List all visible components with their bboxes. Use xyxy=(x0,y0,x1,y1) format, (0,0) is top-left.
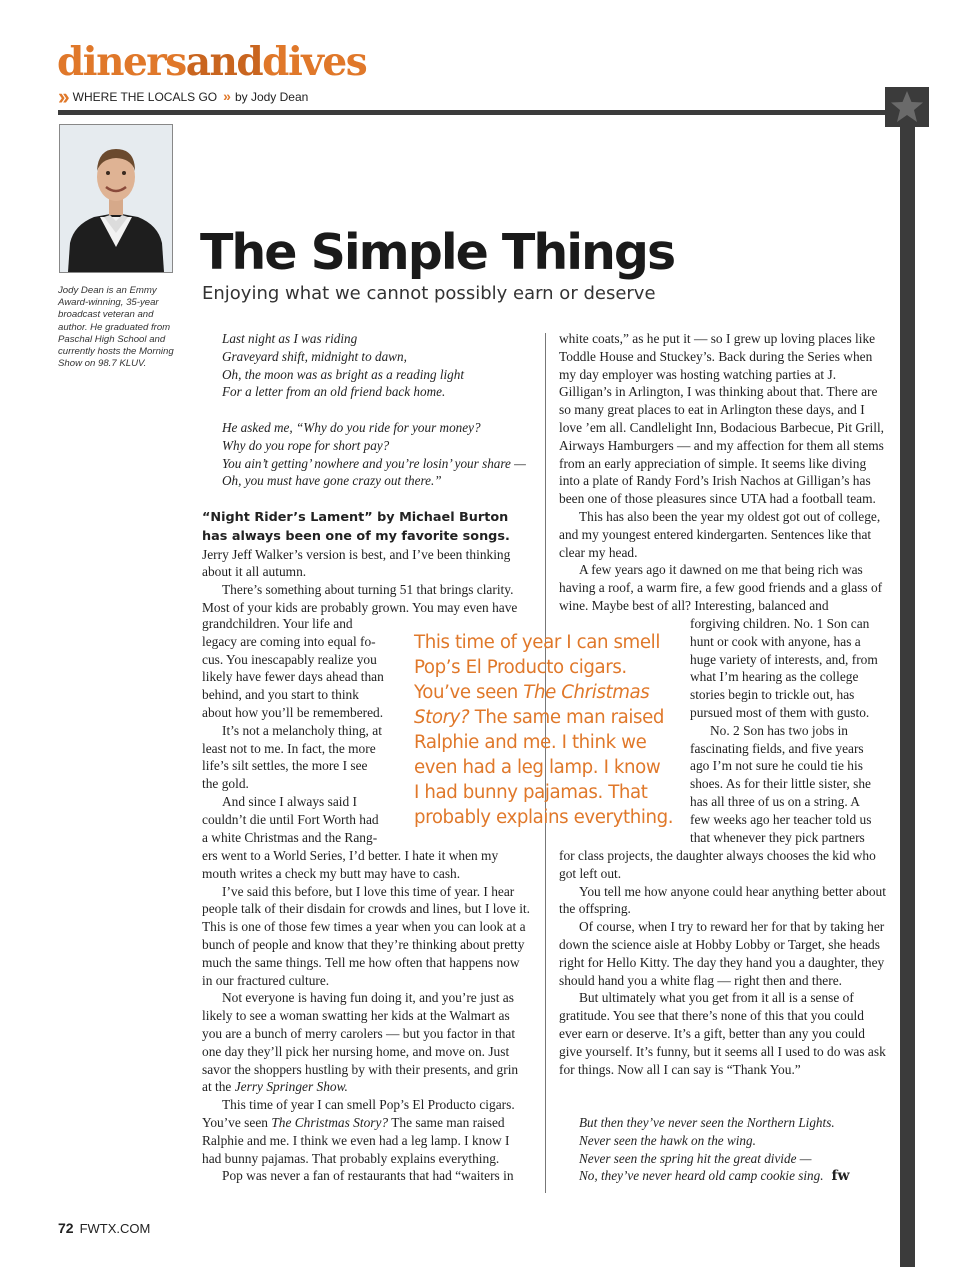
lead-rest: Jerry Jeff Walker’s version is best, and I’ve been thinking about it all autumn. xyxy=(202,546,511,580)
verse-line: You ain’t getting’ nowhere and you’re losin’ your share — xyxy=(222,455,526,471)
body-line: few weeks ago her teacher told us xyxy=(690,811,872,827)
site-name: FWTX.COM xyxy=(79,1221,151,1236)
body-paragraph: You tell me how anyone could hear anything better about the offspring. xyxy=(559,883,886,917)
body-text: Not everyone is having fun doing it, and you’re just as likely to see a woman swatting her kids at the Walmart as you are a bunch of merry carolers — but you factor in that one day they’ll pick her nursing home, and move on. Just savor the shoppers hustling by with their presents, and grin at the xyxy=(202,990,519,1095)
body-line: legacy are coming into equal fo- xyxy=(202,633,376,649)
body-italic: Jerry Springer Show. xyxy=(234,1079,348,1095)
body-line: about how you’ll be remembered. xyxy=(202,704,384,720)
body-paragraph: A few years ago it dawned on me that being rich was having a roof, a warm fire, a few good friends and a glass of wine. Maybe best of all? Interesting, balanced and xyxy=(559,562,883,613)
verse-line: Never seen the hawk on the wing. xyxy=(579,1132,756,1148)
pull-quote-line: probably explains everything. xyxy=(414,807,674,828)
body-line: behind, and you start to think xyxy=(202,687,359,703)
verse-line: Last night as I was riding xyxy=(222,331,358,346)
verse-line: Why do you rope for short pay? xyxy=(222,437,390,453)
pull-quote-line: even had a leg lamp. I know xyxy=(414,757,661,778)
body-line: what I’m hearing as the college xyxy=(690,669,859,685)
pull-quote-line: I had bunny pajamas. That xyxy=(414,782,648,803)
body-line: that whenever they pick partners xyxy=(690,829,865,845)
body-paragraph: Pop was never a fan of restaurants that had “waiters in xyxy=(222,1168,514,1184)
body-line: huge variety of interests, and, from xyxy=(690,651,878,667)
verse-line: Oh, you must have gone crazy out there.” xyxy=(222,473,442,489)
verse-line: But then they’ve never seen the Northern Lights. xyxy=(579,1115,835,1130)
body-text: This time of year I can smell Pop’s El Producto cigars. You’ve seen xyxy=(202,1097,515,1130)
section-brand xyxy=(57,40,366,84)
star-badge xyxy=(885,87,929,127)
body-paragraph xyxy=(202,989,530,1096)
verse-line: For a letter from an old friend back home. xyxy=(222,384,446,400)
body-line: life’s silt settles, the more I see xyxy=(202,758,368,774)
body-line: pursued most of them with gusto. xyxy=(690,704,870,720)
body-line: grandchildren. Your life and xyxy=(202,616,353,631)
double-chevron-icon: ›› xyxy=(58,84,67,109)
verse-line: Graveyard shift, midnight to dawn, xyxy=(222,348,407,364)
pull-quote-line: Ralphie and me. I think we xyxy=(414,732,647,753)
body-line: And since I always said I xyxy=(222,793,357,809)
column-two-bottom xyxy=(559,847,887,1078)
kicker-text: WHERE THE LOCALS GO xyxy=(72,90,218,104)
body-line: has all three of us on a string. A xyxy=(690,793,860,809)
body-paragraph: There’s something about turning 51 that brings clarity. Most of your kids are probably grown. You may even have xyxy=(202,582,518,615)
side-bar xyxy=(900,87,915,1267)
body-line: the gold. xyxy=(202,776,249,792)
body-line: couldn’t die until Fort Worth had xyxy=(202,811,379,827)
body-line: a white Christmas and the Rang- xyxy=(202,829,378,845)
body-line: fascinating fields, and five years xyxy=(690,740,864,756)
column-two-narrow xyxy=(690,615,890,846)
kicker-line xyxy=(58,86,308,107)
pull-quote-text: You’ve seen xyxy=(414,682,524,703)
body-line: likely have fewer days ahead than xyxy=(202,669,384,685)
column-two-top xyxy=(559,330,887,615)
verse-text: No, they’ve never heard old camp cookie sing. xyxy=(579,1168,824,1184)
pull-quote-line xyxy=(414,705,684,730)
body-line: shoes. As for their little sister, she xyxy=(690,776,871,792)
pull-quote-line: Pop’s El Producto cigars. xyxy=(414,657,627,678)
pull-quote-text: The same man raised xyxy=(469,707,665,728)
end-mark: fw xyxy=(831,1168,850,1185)
author-caption: Jody Dean is an Emmy Award-winning, 35-year broadcast veteran and author. He graduated from Paschal High School and currently hosts the Morning Show on 98.7 KLUV. xyxy=(58,285,174,370)
body-paragraph xyxy=(202,1096,530,1167)
column-one-narrow xyxy=(202,615,402,846)
body-line: cus. You inescapably realize you xyxy=(202,651,377,667)
body-paragraph: But ultimately what you get from it all is a sense of gratitude. You see that there’s none of this that you could ever earn or deserve. It’s a gift, better than any you could give yourself. It’s funny, but it seems all I used to do was ask for things. Now all I can say is “Thank You.” xyxy=(559,990,886,1077)
body-paragraph: Of course, when I try to reward her for that by taking her down the science aisle at Hobby Lobby or Target, she heads right for Hello Kitty. The day they hand you a daughter, they should hand you a white flag — right then and there. xyxy=(559,919,885,988)
lead-bold: “Night Rider’s Lament” by Michael Burton has always been one of my favorite songs. xyxy=(202,510,510,544)
page-footer xyxy=(58,1219,150,1238)
brand-part-diners: diners xyxy=(57,39,186,85)
pull-quote xyxy=(414,630,684,830)
body-line: It’s not a melancholy thing, at xyxy=(222,722,382,738)
body-paragraph: white coats,” as he put it — so I grew up loving places like Toddle House and Stuckey’s. Back during the Series when my day employer was hosting watching parties at J. Gilligan’s in Arlington, I was thinking about that. There are so many great places to eat in Arlington these days, and I love ’em all. Candlelight Inn, Bodacious Barbecue, Pit Grill, Airways Hamburgers — and my affection for them all stems from an early appreciation of simple. It seems like diving into a plate of Randy Ford’s Irish Nachos at Gilligan’s has been one of those pleasures since UTA had a football team. xyxy=(559,331,885,507)
body-line: ago I’m not sure he could tie his xyxy=(690,758,863,774)
star-icon xyxy=(889,89,925,125)
header-rule xyxy=(58,110,900,115)
pull-quote-italic: The Christmas xyxy=(523,682,650,703)
verse-line: Oh, the moon was as bright as a reading light xyxy=(222,366,465,382)
column-one-top xyxy=(202,508,530,617)
opening-verse xyxy=(222,330,526,490)
body-paragraph: for class projects, the daughter always chooses the kid who got left out. xyxy=(559,848,876,881)
column-one-bottom xyxy=(202,847,530,1185)
pull-quote-italic: Story? xyxy=(414,707,470,728)
page-number: 72 xyxy=(58,1220,74,1236)
small-chevron-icon: » xyxy=(223,88,229,104)
body-italic: The Christmas Story? xyxy=(271,1114,389,1130)
article-title: The Simple Things xyxy=(200,224,675,281)
brand-part-dives: dives xyxy=(262,39,367,85)
lead-paragraph xyxy=(202,508,530,581)
pull-quote-line xyxy=(414,680,684,705)
body-line: least not to me. In fact, the more xyxy=(202,740,376,756)
verse-line xyxy=(579,1167,850,1186)
body-line: hunt or cook with anyone, has a xyxy=(690,633,861,649)
body-paragraph: This has also been the year my oldest got out of college, and my youngest entered kindergarten. Sentences like that clear my head. xyxy=(559,508,881,560)
verse-line: He asked me, “Why do you ride for your money? xyxy=(222,419,481,435)
body-text: The same man raised Ralphie and me. I think we even had a leg lamp. I know I had bunny pajamas. That probably explains everything. xyxy=(202,1114,510,1166)
body-line: stories begin to trickle out, has xyxy=(690,687,855,703)
closing-verse xyxy=(579,1114,850,1186)
body-line: forgiving children. No. 1 Son can xyxy=(690,616,870,631)
byline: by Jody Dean xyxy=(234,90,309,104)
body-line: No. 2 Son has two jobs in xyxy=(710,722,849,738)
verse-line: Never seen the spring hit the great divide — xyxy=(579,1150,812,1166)
body-paragraph: I’ve said this before, but I love this time of year. I hear people talk of their disdain for crowds and lines, but I love it. This is one of those few times a year when you can look at a bunch of people and know that they’re thinking about pretty much the same things. Tell me how often that happens now in our fractured culture. xyxy=(202,883,530,988)
body-paragraph: ers went to a World Series, I’d better. I hate it when my mouth writes a check my butt may have to cash. xyxy=(202,848,499,881)
pull-quote-line: This time of year I can smell xyxy=(414,632,660,653)
article-subtitle: Enjoying what we cannot possibly earn or deserve xyxy=(202,283,656,304)
brand-part-and: and xyxy=(185,39,263,85)
author-photo xyxy=(59,124,173,273)
